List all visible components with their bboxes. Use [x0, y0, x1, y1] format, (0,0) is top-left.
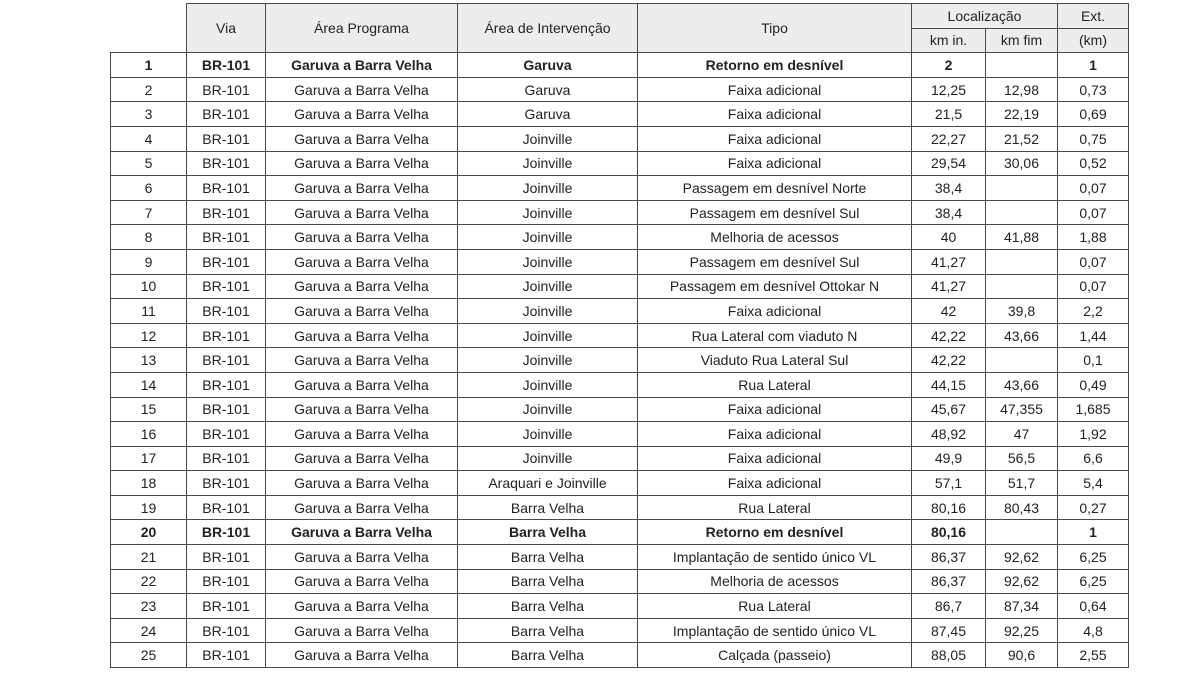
- table-row: [111, 397, 1129, 422]
- cell-area-intervencao: Barra Velha: [458, 520, 638, 545]
- cell-area-programa: Garuva a Barra Velha: [266, 372, 458, 397]
- cell-km-in: 21,5: [912, 102, 986, 127]
- cell-ext: 0,07: [1058, 176, 1129, 201]
- cell-area-intervencao: Garuva: [458, 53, 638, 78]
- cell-index: 19: [111, 495, 187, 520]
- cell-area-intervencao: Joinville: [458, 274, 638, 299]
- table-row: [111, 643, 1129, 668]
- cell-index: 3: [111, 102, 187, 127]
- cell-via: BR-101: [187, 53, 266, 78]
- cell-km-in: 48,92: [912, 422, 986, 447]
- header-area-programa: Área Programa: [266, 4, 458, 53]
- cell-tipo: Melhoria de acessos: [638, 225, 912, 250]
- cell-area-intervencao: Joinville: [458, 446, 638, 471]
- cell-via: BR-101: [187, 495, 266, 520]
- cell-tipo: Rua Lateral: [638, 594, 912, 619]
- cell-km-fim: [986, 176, 1058, 201]
- cell-area-intervencao: Garuva: [458, 77, 638, 102]
- cell-index: 4: [111, 126, 187, 151]
- cell-ext: 4,8: [1058, 618, 1129, 643]
- cell-ext: 5,4: [1058, 471, 1129, 496]
- cell-index: 23: [111, 594, 187, 619]
- cell-ext: 0,69: [1058, 102, 1129, 127]
- cell-km-fim: 80,43: [986, 495, 1058, 520]
- header-tipo: Tipo: [638, 4, 912, 53]
- table-row: [111, 151, 1129, 176]
- table-row: [111, 446, 1129, 471]
- cell-tipo: Faixa adicional: [638, 126, 912, 151]
- cell-km-in: 22,27: [912, 126, 986, 151]
- cell-area-programa: Garuva a Barra Velha: [266, 151, 458, 176]
- header-ext-unit: (km): [1058, 28, 1129, 53]
- cell-ext: 0,64: [1058, 594, 1129, 619]
- cell-area-programa: Garuva a Barra Velha: [266, 422, 458, 447]
- cell-area-programa: Garuva a Barra Velha: [266, 176, 458, 201]
- cell-km-in: 44,15: [912, 372, 986, 397]
- cell-area-intervencao: Joinville: [458, 126, 638, 151]
- cell-index: 13: [111, 348, 187, 373]
- cell-km-in: 80,16: [912, 520, 986, 545]
- table-row: [111, 126, 1129, 151]
- cell-index: 5: [111, 151, 187, 176]
- cell-km-fim: 30,06: [986, 151, 1058, 176]
- table-row: [111, 299, 1129, 324]
- cell-area-intervencao: Barra Velha: [458, 495, 638, 520]
- cell-tipo: Passagem em desnível Sul: [638, 249, 912, 274]
- cell-tipo: Rua Lateral com viaduto N: [638, 323, 912, 348]
- cell-tipo: Passagem em desnível Ottokar N: [638, 274, 912, 299]
- cell-index: 25: [111, 643, 187, 668]
- table-row: [111, 569, 1129, 594]
- cell-tipo: Faixa adicional: [638, 299, 912, 324]
- cell-km-fim: 87,34: [986, 594, 1058, 619]
- cell-km-fim: 47,355: [986, 397, 1058, 422]
- table-row: [111, 520, 1129, 545]
- cell-area-programa: Garuva a Barra Velha: [266, 348, 458, 373]
- cell-via: BR-101: [187, 643, 266, 668]
- index-header: [111, 4, 187, 53]
- cell-area-intervencao: Barra Velha: [458, 594, 638, 619]
- cell-ext: 1: [1058, 520, 1129, 545]
- cell-km-in: 42: [912, 299, 986, 324]
- cell-km-fim: [986, 200, 1058, 225]
- cell-ext: 1,685: [1058, 397, 1129, 422]
- cell-ext: 6,25: [1058, 545, 1129, 570]
- header-area-intervencao: Área de Intervenção: [458, 4, 638, 53]
- cell-area-programa: Garuva a Barra Velha: [266, 126, 458, 151]
- cell-area-programa: Garuva a Barra Velha: [266, 102, 458, 127]
- cell-area-programa: Garuva a Barra Velha: [266, 77, 458, 102]
- cell-tipo: Faixa adicional: [638, 77, 912, 102]
- cell-index: 20: [111, 520, 187, 545]
- cell-area-intervencao: Joinville: [458, 176, 638, 201]
- cell-km-fim: 43,66: [986, 323, 1058, 348]
- cell-tipo: Retorno em desnível: [638, 520, 912, 545]
- cell-via: BR-101: [187, 446, 266, 471]
- header-km-in: km in.: [912, 28, 986, 53]
- cell-area-intervencao: Barra Velha: [458, 545, 638, 570]
- cell-km-in: 86,37: [912, 569, 986, 594]
- cell-tipo: Passagem em desnível Sul: [638, 200, 912, 225]
- cell-tipo: Implantação de sentido único VL: [638, 545, 912, 570]
- cell-tipo: Melhoria de acessos: [638, 569, 912, 594]
- cell-area-programa: Garuva a Barra Velha: [266, 545, 458, 570]
- cell-index: 6: [111, 176, 187, 201]
- cell-ext: 0,07: [1058, 200, 1129, 225]
- cell-km-in: 38,4: [912, 176, 986, 201]
- cell-km-fim: 51,7: [986, 471, 1058, 496]
- cell-area-programa: Garuva a Barra Velha: [266, 495, 458, 520]
- cell-area-programa: Garuva a Barra Velha: [266, 200, 458, 225]
- cell-index: 1: [111, 53, 187, 78]
- cell-km-fim: 92,25: [986, 618, 1058, 643]
- cell-tipo: Faixa adicional: [638, 422, 912, 447]
- cell-tipo: Retorno em desnível: [638, 53, 912, 78]
- table-row: [111, 274, 1129, 299]
- cell-km-in: 45,67: [912, 397, 986, 422]
- cell-index: 7: [111, 200, 187, 225]
- cell-area-programa: Garuva a Barra Velha: [266, 53, 458, 78]
- table-row: [111, 348, 1129, 373]
- cell-area-intervencao: Joinville: [458, 200, 638, 225]
- cell-index: 21: [111, 545, 187, 570]
- cell-km-in: 41,27: [912, 274, 986, 299]
- table-row: [111, 545, 1129, 570]
- table-row: [111, 471, 1129, 496]
- cell-ext: 0,1: [1058, 348, 1129, 373]
- cell-km-fim: 22,19: [986, 102, 1058, 127]
- cell-km-fim: 12,98: [986, 77, 1058, 102]
- cell-area-programa: Garuva a Barra Velha: [266, 471, 458, 496]
- cell-index: 17: [111, 446, 187, 471]
- cell-ext: 0,52: [1058, 151, 1129, 176]
- cell-ext: 0,27: [1058, 495, 1129, 520]
- cell-index: 16: [111, 422, 187, 447]
- cell-area-intervencao: Joinville: [458, 151, 638, 176]
- cell-via: BR-101: [187, 299, 266, 324]
- cell-km-in: 86,37: [912, 545, 986, 570]
- cell-area-intervencao: Joinville: [458, 299, 638, 324]
- table-row: [111, 594, 1129, 619]
- table-row: [111, 372, 1129, 397]
- header-localizacao: Localização: [912, 4, 1058, 29]
- cell-via: BR-101: [187, 594, 266, 619]
- interventions-table: [110, 3, 1129, 668]
- cell-via: BR-101: [187, 77, 266, 102]
- cell-via: BR-101: [187, 102, 266, 127]
- cell-km-fim: [986, 249, 1058, 274]
- cell-km-in: 2: [912, 53, 986, 78]
- cell-km-in: 87,45: [912, 618, 986, 643]
- cell-km-in: 41,27: [912, 249, 986, 274]
- cell-km-in: 42,22: [912, 323, 986, 348]
- cell-ext: 0,07: [1058, 274, 1129, 299]
- cell-area-intervencao: Joinville: [458, 225, 638, 250]
- table-row: [111, 618, 1129, 643]
- cell-area-intervencao: Joinville: [458, 249, 638, 274]
- table-row: [111, 323, 1129, 348]
- cell-area-programa: Garuva a Barra Velha: [266, 249, 458, 274]
- cell-index: 2: [111, 77, 187, 102]
- cell-km-fim: [986, 274, 1058, 299]
- cell-index: 15: [111, 397, 187, 422]
- cell-km-in: 29,54: [912, 151, 986, 176]
- cell-km-in: 38,4: [912, 200, 986, 225]
- cell-via: BR-101: [187, 151, 266, 176]
- cell-km-fim: 92,62: [986, 569, 1058, 594]
- cell-via: BR-101: [187, 520, 266, 545]
- cell-tipo: Implantação de sentido único VL: [638, 618, 912, 643]
- cell-ext: 0,49: [1058, 372, 1129, 397]
- cell-area-programa: Garuva a Barra Velha: [266, 225, 458, 250]
- cell-km-fim: 39,8: [986, 299, 1058, 324]
- cell-ext: 0,07: [1058, 249, 1129, 274]
- cell-via: BR-101: [187, 348, 266, 373]
- cell-via: BR-101: [187, 422, 266, 447]
- cell-ext: 2,2: [1058, 299, 1129, 324]
- table-row: [111, 77, 1129, 102]
- cell-km-in: 12,25: [912, 77, 986, 102]
- cell-via: BR-101: [187, 126, 266, 151]
- cell-area-programa: Garuva a Barra Velha: [266, 618, 458, 643]
- cell-index: 14: [111, 372, 187, 397]
- cell-index: 24: [111, 618, 187, 643]
- cell-area-programa: Garuva a Barra Velha: [266, 299, 458, 324]
- cell-via: BR-101: [187, 200, 266, 225]
- cell-area-programa: Garuva a Barra Velha: [266, 397, 458, 422]
- cell-ext: 1,44: [1058, 323, 1129, 348]
- cell-area-intervencao: Joinville: [458, 348, 638, 373]
- cell-via: BR-101: [187, 176, 266, 201]
- cell-tipo: Calçada (passeio): [638, 643, 912, 668]
- cell-via: BR-101: [187, 323, 266, 348]
- cell-tipo: Rua Lateral: [638, 372, 912, 397]
- cell-index: 8: [111, 225, 187, 250]
- cell-area-intervencao: Joinville: [458, 323, 638, 348]
- table-row: [111, 176, 1129, 201]
- cell-ext: 6,6: [1058, 446, 1129, 471]
- document-page: [110, 3, 1129, 668]
- cell-km-in: 42,22: [912, 348, 986, 373]
- table-row: [111, 200, 1129, 225]
- cell-area-intervencao: Barra Velha: [458, 569, 638, 594]
- table-row: [111, 422, 1129, 447]
- table-row: [111, 495, 1129, 520]
- cell-area-programa: Garuva a Barra Velha: [266, 569, 458, 594]
- cell-index: 11: [111, 299, 187, 324]
- cell-ext: 6,25: [1058, 569, 1129, 594]
- cell-tipo: Faixa adicional: [638, 471, 912, 496]
- cell-area-intervencao: Araquari e Joinville: [458, 471, 638, 496]
- cell-via: BR-101: [187, 225, 266, 250]
- cell-area-programa: Garuva a Barra Velha: [266, 643, 458, 668]
- cell-via: BR-101: [187, 397, 266, 422]
- cell-tipo: Rua Lateral: [638, 495, 912, 520]
- cell-via: BR-101: [187, 249, 266, 274]
- cell-km-fim: 47: [986, 422, 1058, 447]
- cell-ext: 0,73: [1058, 77, 1129, 102]
- cell-km-in: 49,9: [912, 446, 986, 471]
- cell-via: BR-101: [187, 545, 266, 570]
- cell-km-fim: 41,88: [986, 225, 1058, 250]
- table-row: [111, 102, 1129, 127]
- cell-area-intervencao: Joinville: [458, 397, 638, 422]
- cell-tipo: Faixa adicional: [638, 446, 912, 471]
- cell-km-fim: [986, 53, 1058, 78]
- cell-via: BR-101: [187, 569, 266, 594]
- cell-area-programa: Garuva a Barra Velha: [266, 594, 458, 619]
- cell-km-fim: [986, 520, 1058, 545]
- cell-ext: 1,92: [1058, 422, 1129, 447]
- cell-area-intervencao: Joinville: [458, 372, 638, 397]
- cell-area-intervencao: Barra Velha: [458, 618, 638, 643]
- cell-area-programa: Garuva a Barra Velha: [266, 446, 458, 471]
- cell-area-programa: Garuva a Barra Velha: [266, 520, 458, 545]
- cell-index: 18: [111, 471, 187, 496]
- cell-area-intervencao: Garuva: [458, 102, 638, 127]
- cell-tipo: Faixa adicional: [638, 397, 912, 422]
- cell-km-fim: 43,66: [986, 372, 1058, 397]
- table-row: [111, 225, 1129, 250]
- cell-via: BR-101: [187, 274, 266, 299]
- cell-ext: 1: [1058, 53, 1129, 78]
- cell-tipo: Passagem em desnível Norte: [638, 176, 912, 201]
- cell-ext: 1,88: [1058, 225, 1129, 250]
- cell-km-in: 88,05: [912, 643, 986, 668]
- table-row: [111, 249, 1129, 274]
- cell-index: 22: [111, 569, 187, 594]
- cell-area-programa: Garuva a Barra Velha: [266, 274, 458, 299]
- table-header: [111, 4, 1129, 53]
- cell-km-fim: 92,62: [986, 545, 1058, 570]
- cell-tipo: Viaduto Rua Lateral Sul: [638, 348, 912, 373]
- cell-ext: 2,55: [1058, 643, 1129, 668]
- cell-km-fim: 90,6: [986, 643, 1058, 668]
- cell-km-in: 40: [912, 225, 986, 250]
- cell-km-in: 86,7: [912, 594, 986, 619]
- header-km-fim: km fim: [986, 28, 1058, 53]
- cell-area-programa: Garuva a Barra Velha: [266, 323, 458, 348]
- cell-via: BR-101: [187, 471, 266, 496]
- cell-via: BR-101: [187, 372, 266, 397]
- cell-area-intervencao: Barra Velha: [458, 643, 638, 668]
- cell-km-fim: 21,52: [986, 126, 1058, 151]
- cell-km-fim: 56,5: [986, 446, 1058, 471]
- cell-km-in: 57,1: [912, 471, 986, 496]
- cell-tipo: Faixa adicional: [638, 151, 912, 176]
- cell-index: 9: [111, 249, 187, 274]
- cell-km-in: 80,16: [912, 495, 986, 520]
- cell-tipo: Faixa adicional: [638, 102, 912, 127]
- cell-ext: 0,75: [1058, 126, 1129, 151]
- cell-index: 10: [111, 274, 187, 299]
- cell-area-intervencao: Joinville: [458, 422, 638, 447]
- header-via: Via: [187, 4, 266, 53]
- cell-index: 12: [111, 323, 187, 348]
- header-ext: Ext.: [1058, 4, 1129, 29]
- cell-km-fim: [986, 348, 1058, 373]
- cell-via: BR-101: [187, 618, 266, 643]
- table-row: [111, 53, 1129, 78]
- table-body: [111, 53, 1129, 668]
